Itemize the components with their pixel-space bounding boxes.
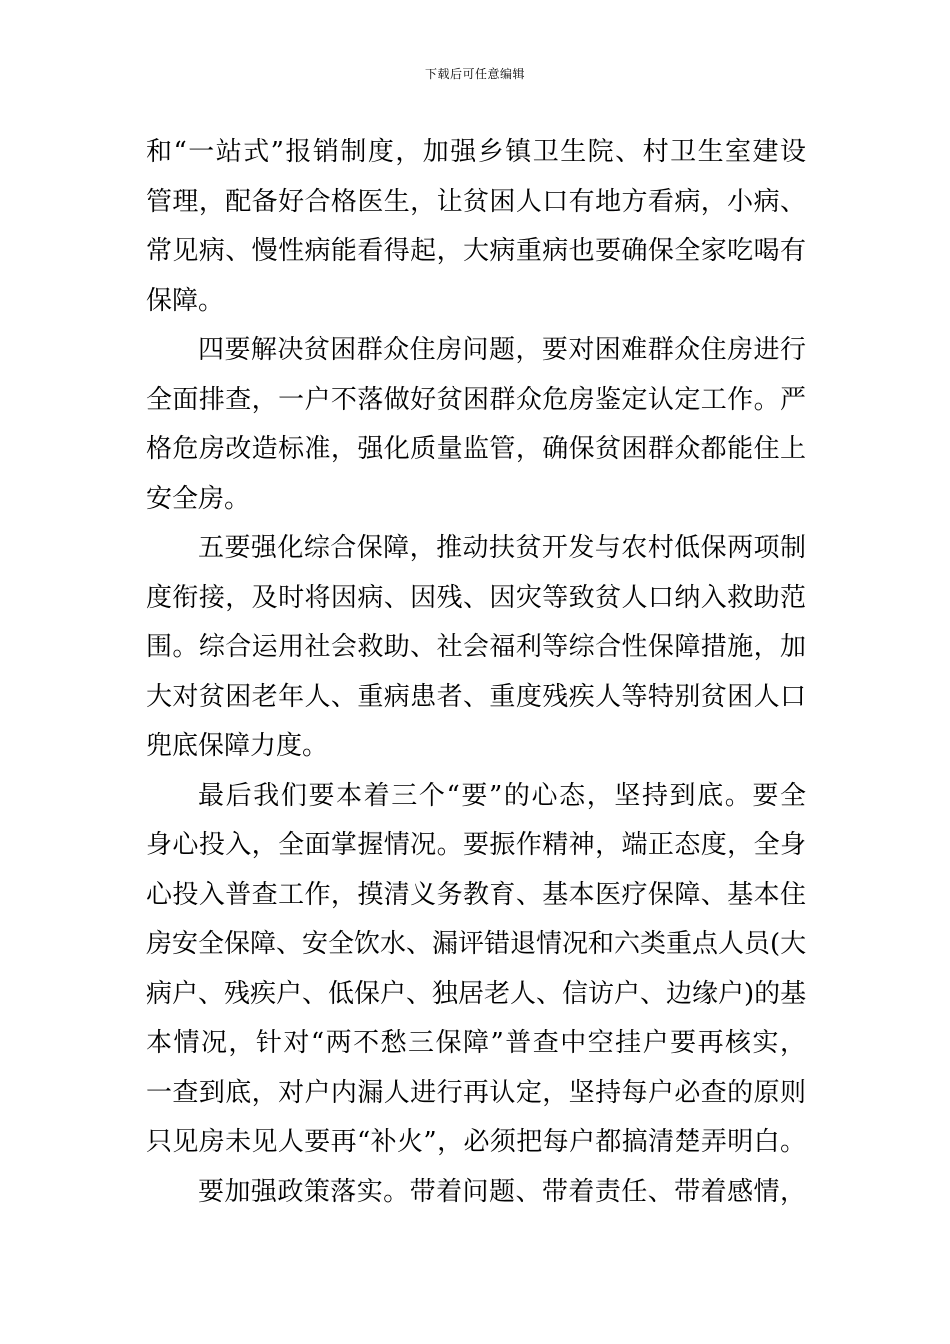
text-line: 兜底保障力度。 [146, 731, 329, 761]
paragraph-first-line: 最后我们要本着三个“要”的心态，坚持到底。要全 [198, 780, 806, 811]
text-line: 房安全保障、安全饮水、漏评错退情况和六类重点人员(大 [146, 929, 807, 959]
text-line: 心投入普查工作，摸清义务教育、基本医疗保障、基本住 [146, 879, 806, 910]
text-line: 只见房未见人要再“补火”，必须把每户都搞清楚弄明白。 [146, 1127, 806, 1157]
paragraph-first-line: 要加强政策落实。带着问题、带着责任、带着感情， [198, 1176, 806, 1207]
text-line: 度衔接，及时将因病、因残、因灾等致贫人口纳入救助范 [146, 582, 806, 613]
page-header-note: 下载后可任意编辑 [424, 67, 525, 81]
text-line: 病户、残疾户、低保户、独居老人、信访户、边缘户)的基 [146, 978, 807, 1009]
text-line: 安全房。 [146, 483, 251, 514]
text-line: 全面排查，一户不落做好贫困群众危房鉴定认定工作。严 [146, 384, 806, 415]
text-line: 管理，配备好合格医生，让贫困人口有地方看病，小病、 [146, 186, 806, 217]
text-line: 大对贫困老年人、重病患者、重度残疾人等特别贫困人口 [146, 681, 806, 712]
text-line: 一查到底，对户内漏人进行再认定，坚持每户必查的原则 [146, 1077, 806, 1108]
text-line: 身心投入，全面掌握情况。要振作精神，端正态度，全身 [146, 830, 806, 860]
text-line: 保障。 [146, 285, 225, 316]
paragraph-first-line: 五要强化综合保障，推动扶贫开发与农村低保两项制 [198, 533, 806, 563]
document-body [146, 128, 806, 1217]
text-line: 围。综合运用社会救助、社会福利等综合性保障措施，加 [146, 632, 806, 662]
text-line: 常见病、慢性病能看得起，大病重病也要确保全家吃喝有 [146, 236, 806, 266]
text-line: 本情况，针对“两不愁三保障”普查中空挂户要再核实， [146, 1028, 806, 1058]
text-line: 和“一站式”报销制度，加强乡镇卫生院、村卫生室建设 [146, 137, 806, 167]
paragraph-first-line: 四要解决贫困群众住房问题，要对困难群众住房进行 [198, 335, 806, 365]
text-line: 格危房改造标准，强化质量监管，确保贫困群众都能住上 [146, 434, 806, 464]
